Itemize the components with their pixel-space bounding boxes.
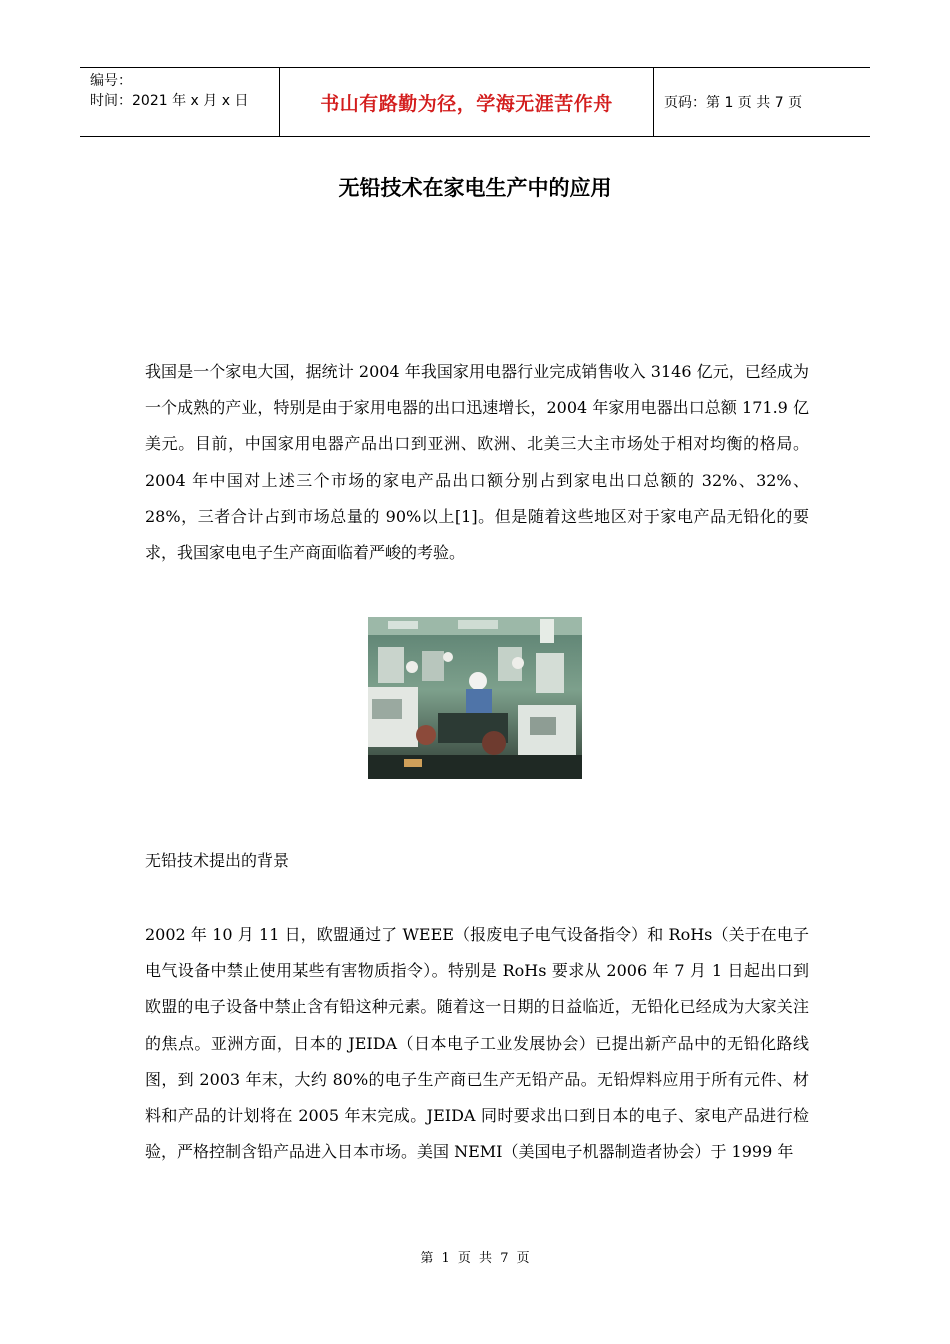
paragraph-background: 2002 年 10 月 11 日，欧盟通过了 WEEE（报废电子电气设备指令）和 RoHs（关于在电子电气设备中禁止使用某些有害物质指令）。特别是 RoHs 要求从 2006 年 7 月 1 日起出口到欧盟的电子设备中禁止含有铅这种元素。随着这一日期的日益临近，无铅化已经成为大家关注的焦点。亚洲方面，日本的 JEIDA（日本电子工业发展协会）已提出新产品中的无铅化路线图，到 2003 年末，大约 80%的电子生产商已生产无铅产品。无铅焊料应用于所有元件、材料和产品的计划将在 2005 年末完成。JEIDA 同时要求出口到日本的电子、家电产品进行检验，严格控制含铅产品进入日本市场。美国 NEMI（美国电子机器制造者协会）于 1999 年 <box>145 925 809 1162</box>
page-footer: 第 1 页 共 7 页 <box>420 1251 530 1266</box>
document-time-label: 时间：2021 年 x 月 x 日 <box>90 93 249 109</box>
page-header <box>80 67 870 137</box>
document-title: 无铅技术在家电生产中的应用 <box>338 176 612 200</box>
document-number-label: 编号： <box>90 73 132 89</box>
header-motto: 书山有路勤为径，学海无涯苦作舟 <box>320 92 613 115</box>
section-heading: 无铅技术提出的背景 <box>145 851 290 870</box>
header-page-info: 页码：第 1 页 共 7 页 <box>664 95 803 111</box>
factory-photo <box>368 617 582 779</box>
header-motto-cell <box>280 68 654 136</box>
header-meta <box>80 68 280 136</box>
paragraph-intro: 我国是一个家电大国，据统计 2004 年我国家用电器行业完成销售收入 3146 亿元，已经成为一个成熟的产业，特别是由于家用电器的出口迅速增长，2004 年家用电器出口总额 171.9 亿美元。目前，中国家用电器产品出口到亚洲、欧洲、北美三大主市场处于相对均衡的格局。2004 年中国对上述三个市场的家电产品出口额分别占到家电出口总额的 32%、32%、28%，三者合计占到市场总量的 90%以上[1]。但是随着这些地区对于家电产品无铅化的要求，我国家电电子生产商面临着严峻的考验。 <box>145 362 809 563</box>
